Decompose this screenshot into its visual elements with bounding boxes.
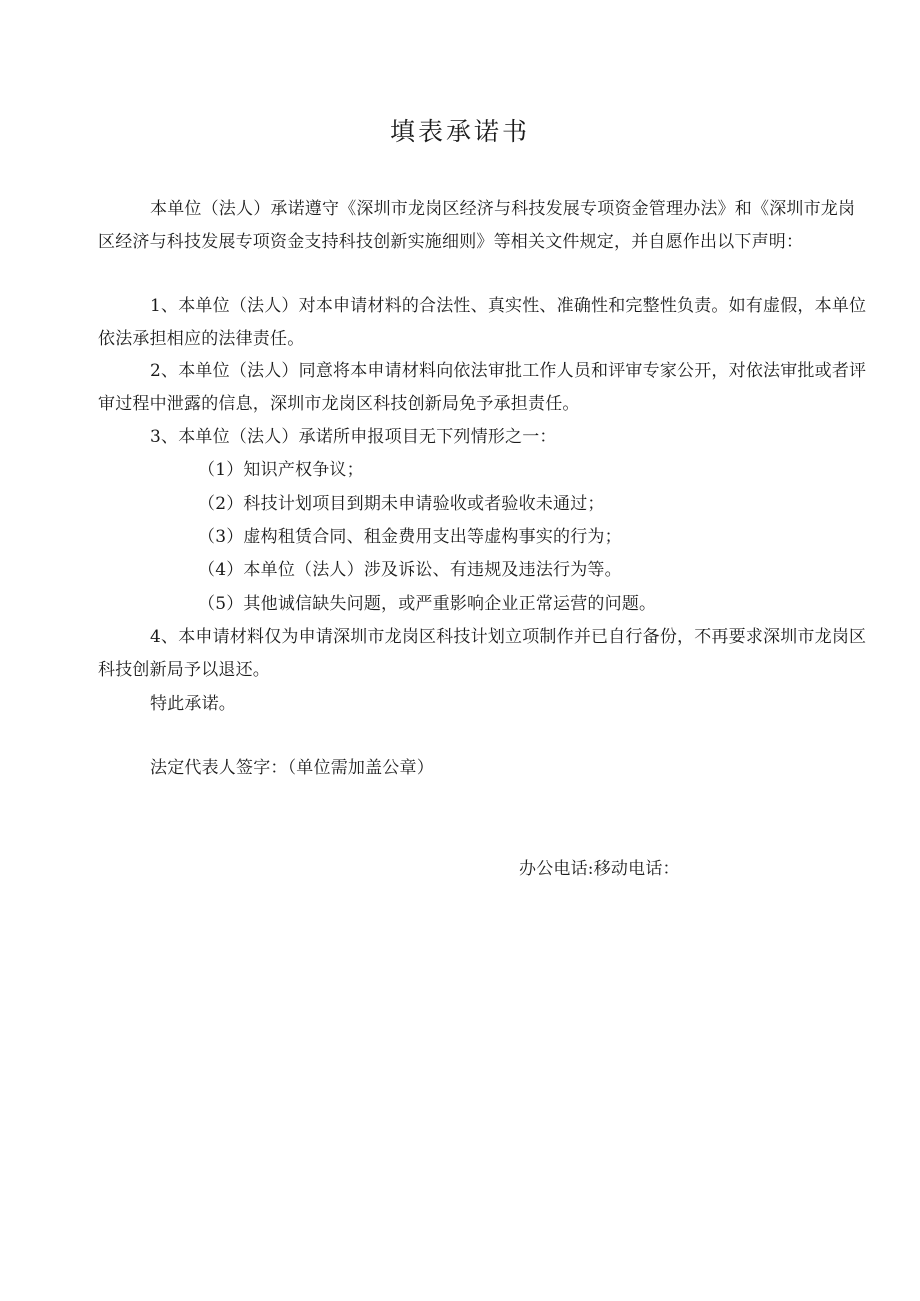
- clause-4: 4、本申请材料仅为申请深圳市龙岗区科技计划立项制作并已自行备份，不再要求深圳市龙岗区科技创新局予以退还。: [98, 627, 867, 680]
- signature-line: 法定代表人签字：（单位需加盖公章）: [150, 758, 434, 778]
- sub-item-4: （4）本单位（法人）涉及诉讼、有违规及违法行为等。: [198, 560, 622, 580]
- intro-paragraph: 本单位（法人）承诺遵守《深圳市龙岗区经济与科技发展专项资金管理办法》和《深圳市龙岗区经济与科技发展专项资金支持科技创新实施细则》等相关文件规定，并自愿作出以下声明：: [98, 199, 856, 252]
- sub-item-3: （3）虚构租赁合同、租金费用支出等虚构事实的行为；: [198, 527, 622, 547]
- sub-item-5: （5）其他诚信缺失问题，或严重影响企业正常运营的问题。: [198, 594, 657, 614]
- sub-item-2: （2）科技计划项目到期未申请验收或者验收未通过；: [198, 494, 605, 514]
- phone-line: 办公电话:移动电话：: [519, 859, 680, 879]
- sub-item-1: （1）知识产权争议；: [198, 460, 364, 480]
- clause-2: 2、本单位（法人）同意将本申请材料向依法审批工作人员和评审专家公开，对依法审批或者评审过程中泄露的信息，深圳市龙岗区科技创新局免予承担责任。: [98, 361, 867, 414]
- closing-statement: 特此承诺。: [150, 694, 236, 714]
- page-title: 填表承诺书: [389, 117, 530, 146]
- clause-1: 1、本单位（法人）对本申请材料的合法性、真实性、准确性和完整性负责。如有虚假，本单位依法承担相应的法律责任。: [98, 296, 867, 349]
- clause-3: 3、本单位（法人）承诺所申报项目无下列情形之一：: [150, 427, 557, 447]
